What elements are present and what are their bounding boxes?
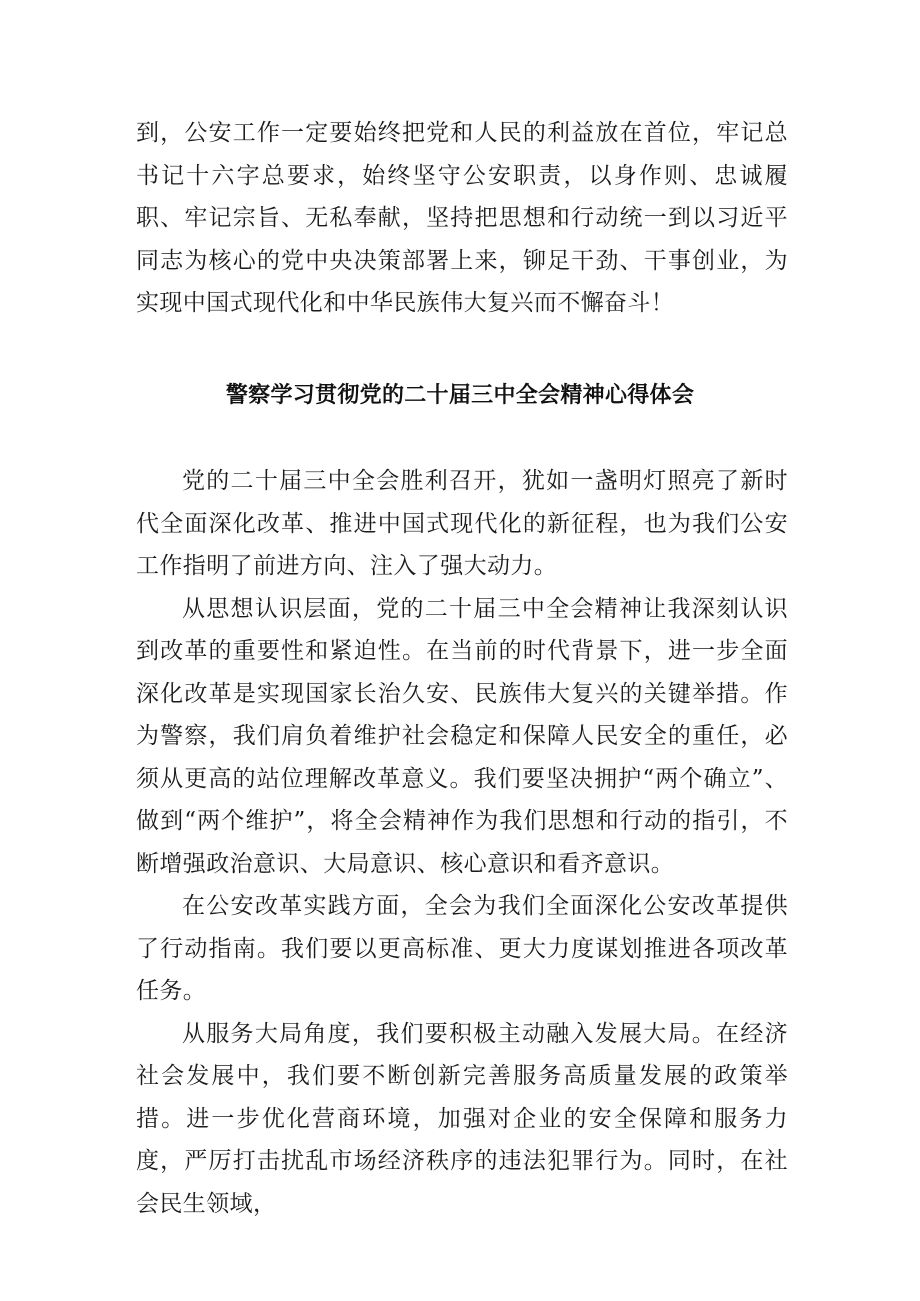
body-paragraph: 在公安改革实践方面，全会为我们全面深化公安改革提供了行动指南。我们要以更高标准、更大力度谋划推进各项改革任务。 bbox=[136, 893, 788, 1004]
body-paragraph: 从思想认识层面，党的二十届三中全会精神让我深刻认识到改革的重要性和紧迫性。在当前的时代背景下，进一步全面深化改革是实现国家长治久安、民族伟大复兴的关键举措。作为警察，我们肩负着维护社会稳定和保障人民安全的重任，必须从更高的站位理解改革意义。我们要坚决拥护“两个确立”、做到“两个维护”，将全会精神作为我们思想和行动的指引，不断增强政治意识、大局意识、核心意识和看齐意识。 bbox=[136, 595, 788, 877]
body-paragraph: 党的二十届三中全会胜利召开，犹如一盏明灯照亮了新时代全面深化改革、推进中国式现代化的新征程，也为我们公安工作指明了前进方向、注入了强大动力。 bbox=[136, 468, 788, 579]
document-body bbox=[136, 460, 788, 1225]
body-paragraph: 从服务大局角度，我们要积极主动融入发展大局。在经济社会发展中，我们要不断创新完善服务高质量发展的政策举措。进一步优化营商环境，加强对企业的安全保障和服务力度，严厉打击扰乱市场经济秩序的违法犯罪行为。同时，在社会民生领域， bbox=[136, 1020, 788, 1217]
document-title: 警察学习贯彻党的二十届三中全会精神心得体会 bbox=[225, 383, 695, 408]
continuation-paragraph: 到，公安工作一定要始终把党和人民的利益放在首位，牢记总书记十六字总要求，始终坚守公安职责，以身作则、忠诚履职、牢记宗旨、无私奉献，坚持把思想和行动统一到以习近平同志为核心的党中央决策部署上来，铆足干劲、干事创业，为实现中国式现代化和中华民族伟大复兴而不懈奋斗！ bbox=[136, 120, 788, 316]
previous-section-ending bbox=[136, 112, 788, 325]
